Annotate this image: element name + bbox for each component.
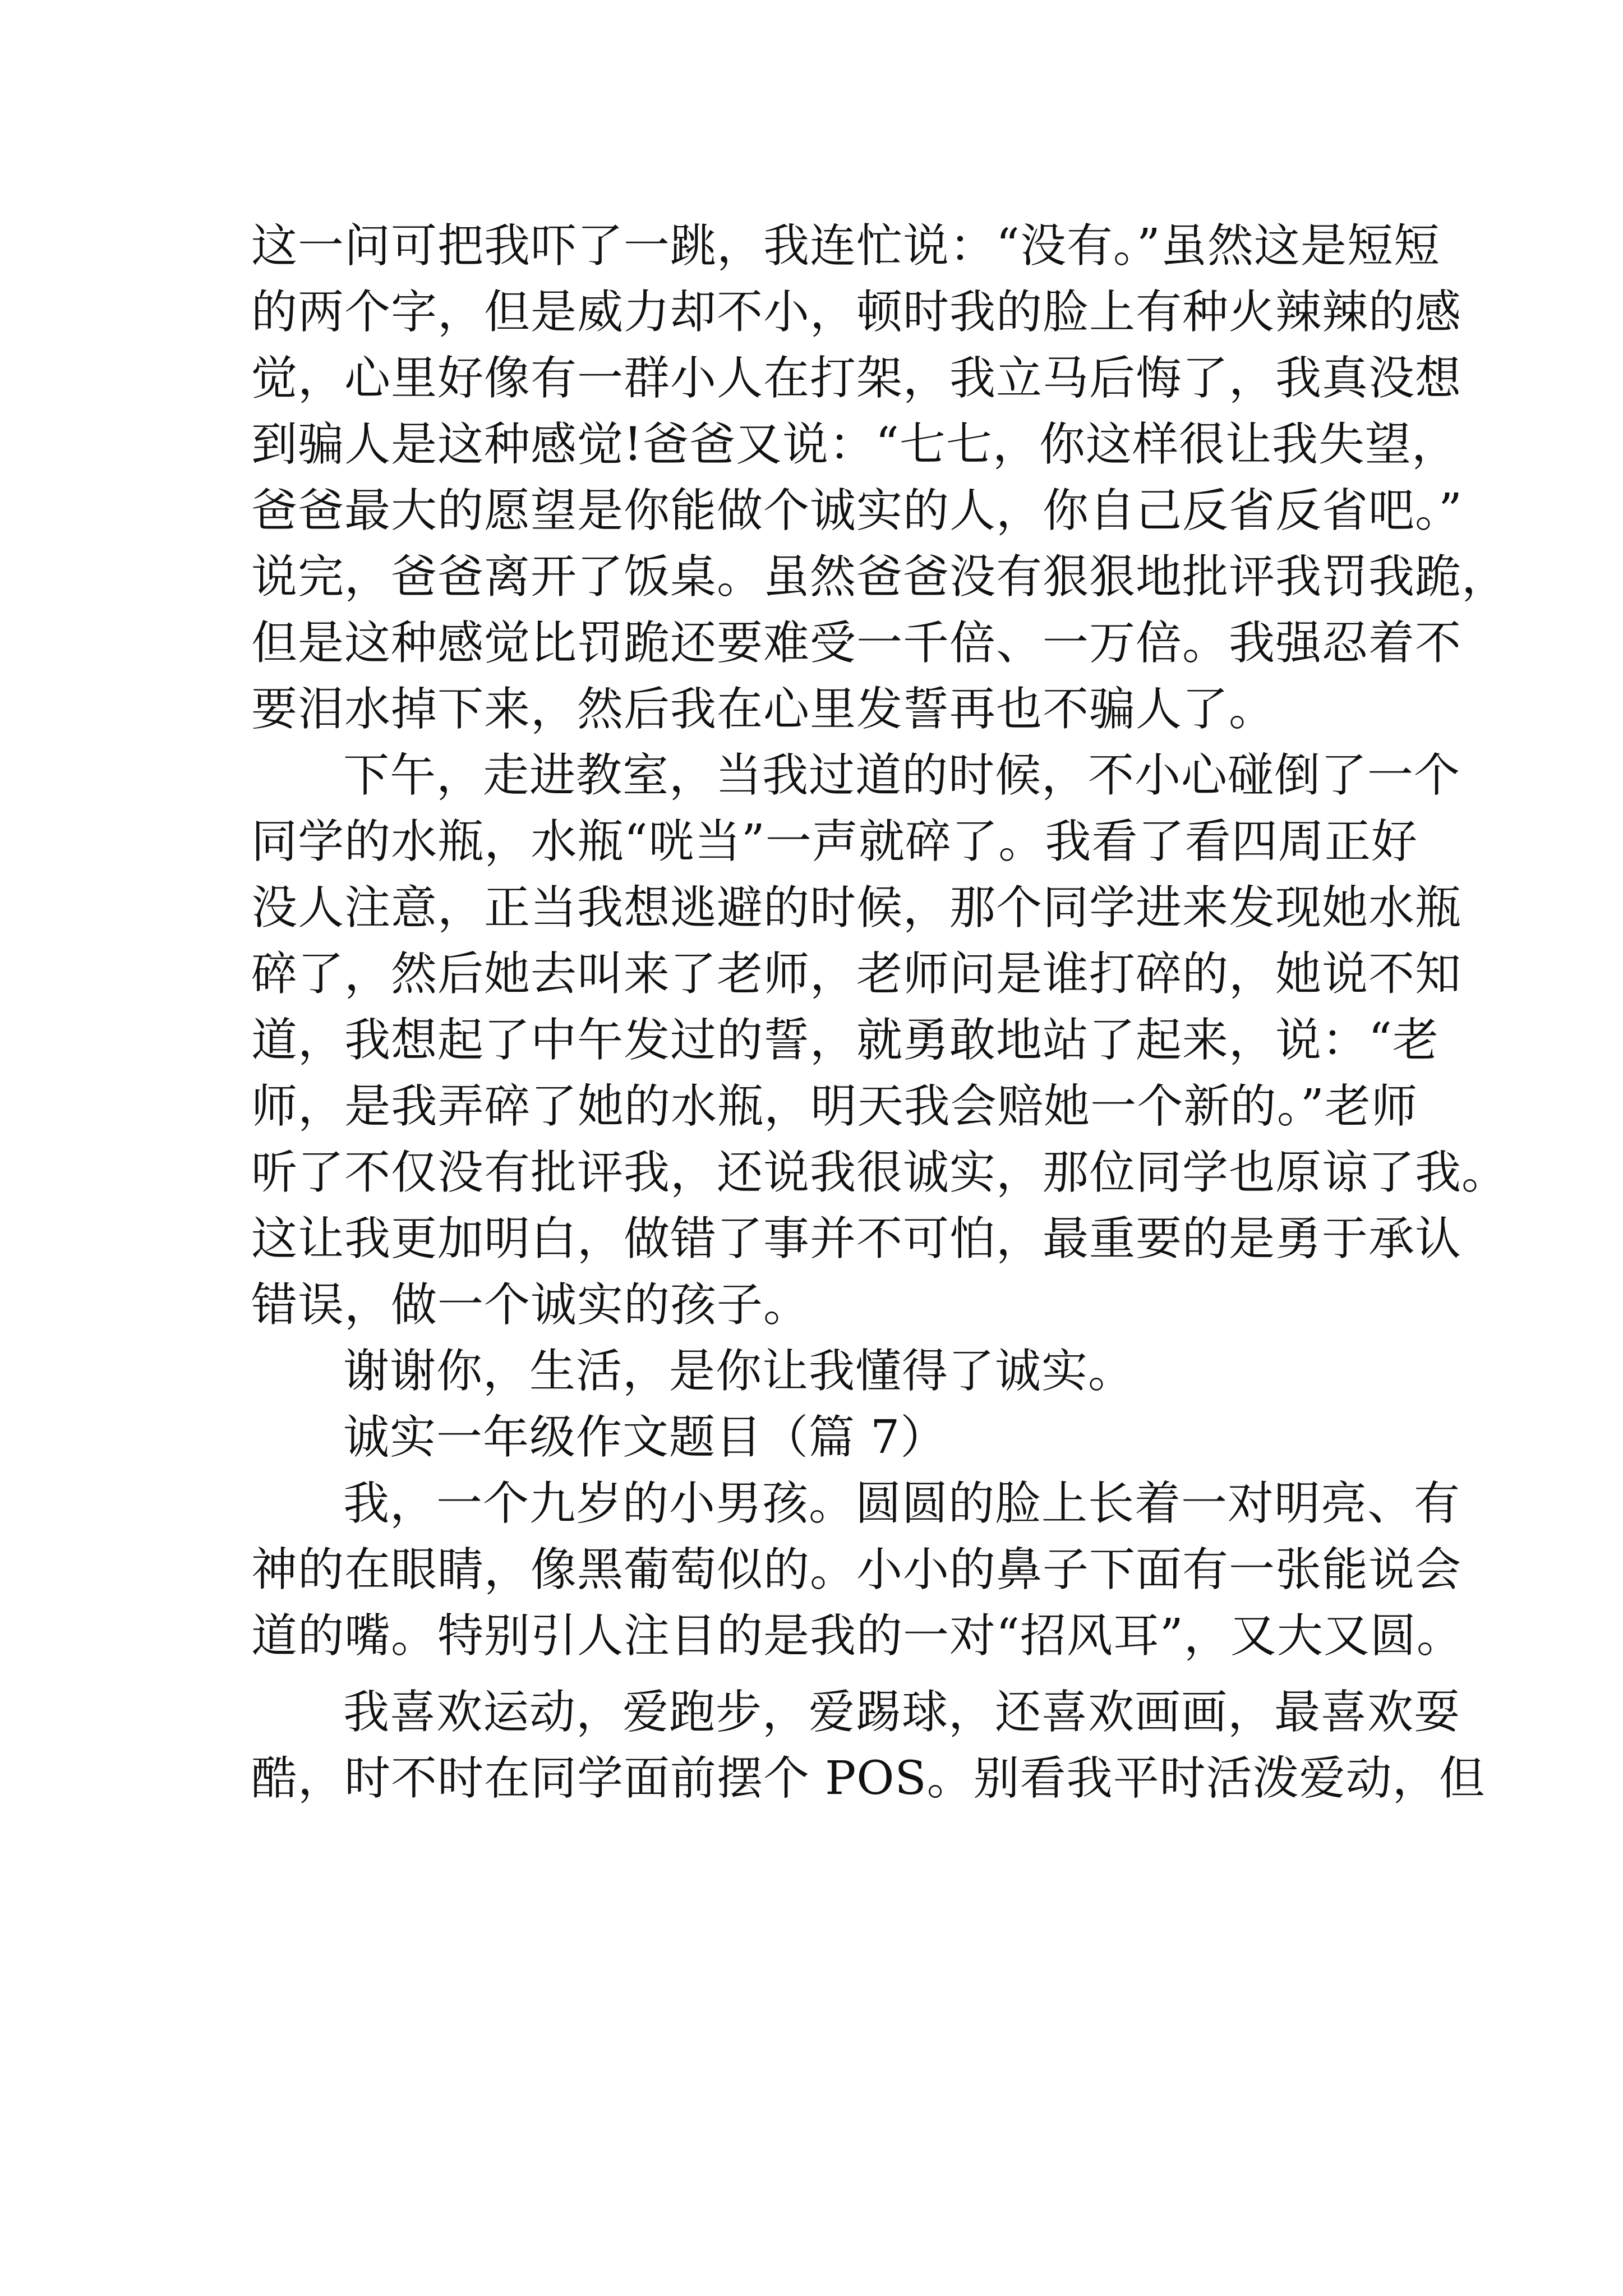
text-line: 同学的水瓶，水瓶“咣当”一声就碎了。我看了看四周正好 — [251, 815, 1418, 868]
text-line: 我喜欢运动，爱跑步，爱踢球，还喜欢画画，最喜欢耍 — [343, 1686, 1461, 1739]
text-line: 说完，爸爸离开了饭桌。虽然爸爸没有狠狠地批评我罚我跪， — [251, 550, 1509, 604]
text-line: 要泪水掉下来，然后我在心里发誓再也不骗人了。 — [251, 683, 1276, 736]
text-line: 听了不仅没有批评我，还说我很诚实，那位同学也原谅了我。 — [251, 1146, 1509, 1199]
section-heading: 诚实一年级作文题目（篇 7） — [343, 1411, 947, 1464]
text-line: 下午，走进教室，当我过道的时候，不小心碰倒了一个 — [343, 749, 1461, 802]
text-line: 错误，做一个诚实的孩子。 — [251, 1278, 810, 1332]
text-line: 我，一个九岁的小男孩。圆圆的脸上长着一对明亮、有 — [343, 1477, 1461, 1530]
text-line: 这让我更加明白，做错了事并不可怕，最重要的是勇于承认 — [251, 1212, 1462, 1266]
text-line: 师，是我弄碎了她的水瓶，明天我会赔她一个新的。”老师 — [251, 1080, 1418, 1133]
text-line: 觉，心里好像有一群小人在打架，我立马后悔了，我真没想 — [251, 352, 1462, 405]
text-line: 道，我想起了中午发过的誓，就勇敢地站了起来，说：“老 — [251, 1014, 1439, 1067]
text-line: 谢谢你，生活，是你让我懂得了诚实。 — [343, 1345, 1135, 1398]
text-line: 酷，时不时在同学面前摆个 POS。别看我平时活泼爱动，但 — [251, 1752, 1486, 1805]
text-line: 碎了，然后她去叫来了老师，老师问是谁打碎的，她说不知 — [251, 947, 1462, 1001]
text-line: 的两个字，但是威力却不小，顿时我的脸上有种火辣辣的感 — [251, 286, 1462, 339]
text-line: 神的在眼睛，像黑葡萄似的。小小的鼻子下面有一张能说会 — [251, 1543, 1462, 1596]
text-line: 到骗人是这种感觉!爸爸又说：“七七，你这样很让我失望， — [251, 418, 1458, 471]
text-line: 道的嘴。特别引人注目的是我的一对“招风耳”，又大又圆。 — [251, 1609, 1463, 1663]
essay-body — [251, 213, 1509, 1812]
text-line: 这一问可把我吓了一跳，我连忙说：“没有。”虽然这是短短 — [251, 219, 1440, 273]
text-line: 没人注意，正当我想逃避的时候，那个同学进来发现她水瓶 — [251, 881, 1462, 935]
text-line: 爸爸最大的愿望是你能做个诚实的人，你自己反省反省吧。” — [251, 484, 1463, 537]
text-line: 但是这种感觉比罚跪还要难受一千倍、一万倍。我强忍着不 — [251, 616, 1462, 670]
